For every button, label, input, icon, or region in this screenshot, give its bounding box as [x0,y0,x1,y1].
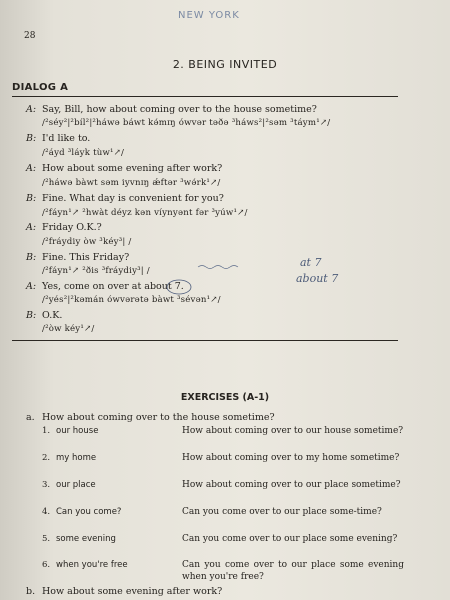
dialog-title: DIALOG A [12,82,69,93]
item-number: 5. [42,534,51,544]
dialog-line: Say, Bill, how about coming over to the house sometime? [42,104,317,115]
item-number: 2. [42,453,51,463]
item-number: 3. [42,480,51,490]
item-cue: my home [56,453,97,463]
margin-note: about 7 [296,272,339,285]
page-number: 28 [24,31,36,41]
dialog-bottom-rule [12,340,398,341]
speaker-label: A: [26,104,37,115]
speaker-label: A: [26,222,37,233]
squiggle-mark [198,266,238,269]
dialog-line: I'd like to. [42,133,91,144]
item-cue: our place [56,480,96,490]
margin-note: at 7 [300,256,322,269]
speaker-label: A: [26,281,37,292]
speaker-label: A: [26,163,37,174]
exercise-prompt: How about coming over to the house sometime? [42,412,275,423]
exercises-title: EXERCISES (A-1) [180,392,270,403]
phonetic-line: /²fráydiy òw ³kéy³| / [42,237,132,247]
item-answer: How about coming over to our place sometime? [182,480,401,490]
phonetic-line: /²fáyn¹↗ ²hwàt déyz kən víynyənt fər ³yúw¹↗/ [42,208,248,218]
item-answer: How about coming over to my home sometime? [182,453,400,463]
phonetic-line: /²háwə bàwt səm iyvnɪŋ ǽftər ³wə́rk¹↗/ [42,178,221,188]
phonetic-line: /²fáyn¹↗ ²ðis ³fráydiy³| / [42,266,150,276]
exercise-label: b. [26,586,36,597]
item-answer: Can you come over to our place some-time? [182,507,382,517]
dialog-line: Friday O.K.? [42,222,102,233]
dialog-line: O.K. [42,310,63,321]
chapter-title: 2. BEING INVITED [172,58,278,71]
item-answer: Can you come over to our place some evening? [182,534,398,544]
item-number: 4. [42,507,51,517]
dialog-top-rule [12,96,398,97]
phonetic-line: /²òw kéy¹↗/ [42,324,95,334]
item-number: 1. [42,426,51,436]
dialog-line: Fine. What day is convenient for you? [42,193,224,204]
speaker-label: B: [26,252,37,263]
dialog-line: Yes, come on over at about 7. [42,281,184,292]
dialog-line: How about some evening after work? [42,163,223,174]
item-cue: our house [56,426,99,436]
speaker-label: B: [26,193,37,204]
item-answer: How about coming over to our house sometime? [182,426,404,436]
item-number: 6. [42,560,51,570]
phonetic-line: /²séy²|²bíl²|²háwə báwt kə́mɪŋ ówvər təðə ³háws²|²səm ³táym¹↗/ [42,118,331,128]
item-cue: when you're free [56,560,128,570]
phonetic-line: /²yés²|²kəmán ówvərətə bàwt ³sévən¹↗/ [42,295,221,305]
dialog-line: Fine. This Friday? [42,252,130,263]
item-answer: Can you come over to our place some evening when you're free? [182,560,404,582]
exercise-prompt: How about some evening after work? [42,586,223,597]
speaker-label: B: [26,310,37,321]
item-cue: Can you come? [56,507,122,517]
speaker-label: B: [26,133,37,144]
exercise-label: a. [26,412,35,423]
handwritten-header: NEW YORK [178,10,240,21]
item-cue: some evening [56,534,116,544]
phonetic-line: /²áyd ³láyk tùw¹↗/ [42,148,125,158]
